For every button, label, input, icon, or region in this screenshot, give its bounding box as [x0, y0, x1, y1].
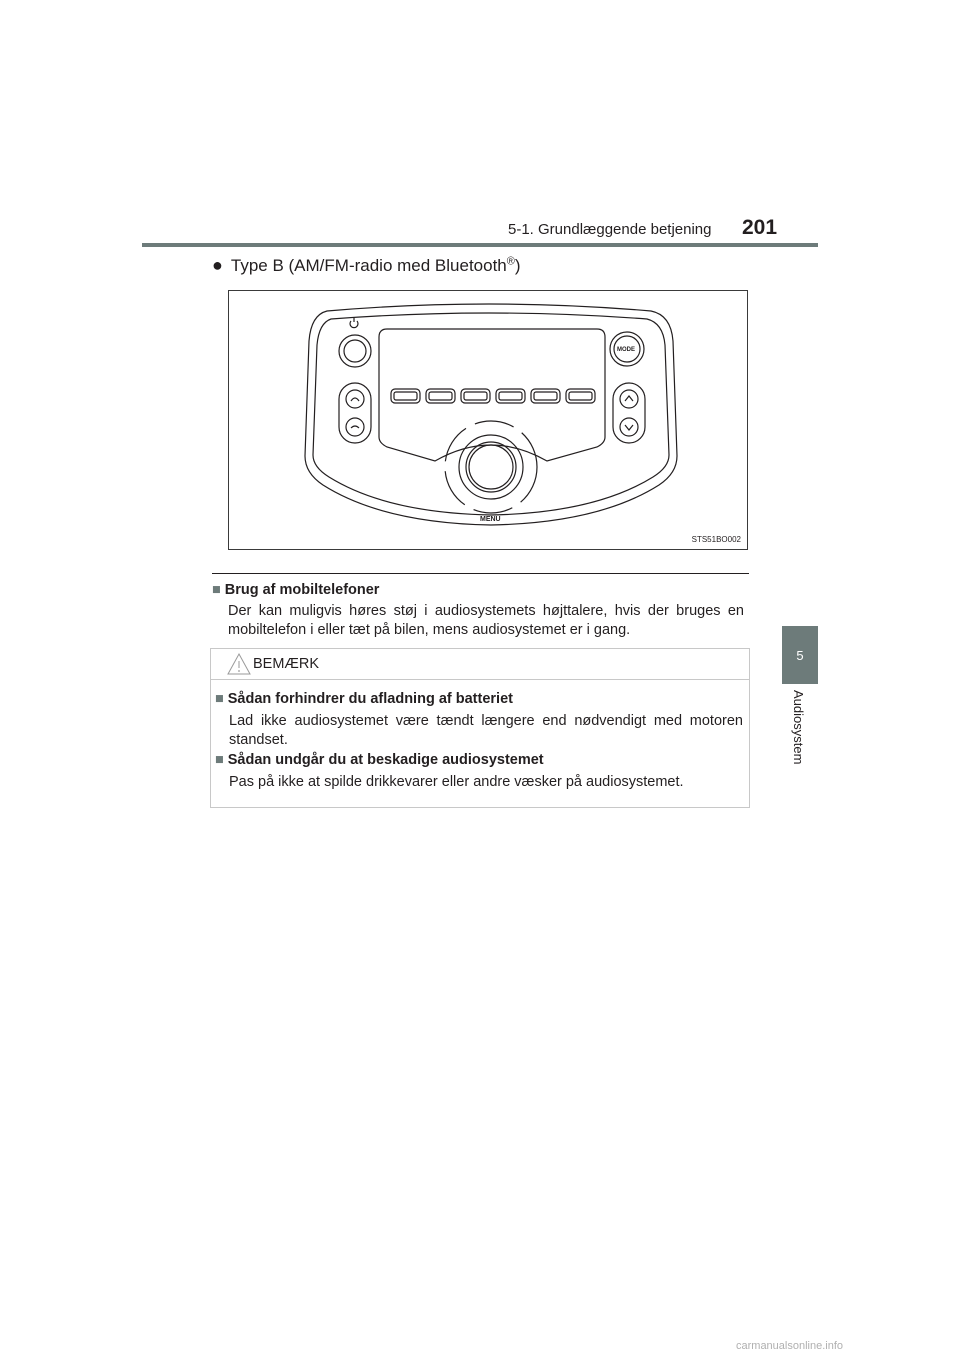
audio-unit-figure	[228, 290, 748, 550]
header-section: 5-1. Grundlæggende betjening	[508, 221, 712, 238]
paragraph-title-text: Brug af mobiltelefoner	[224, 582, 380, 598]
notice-item-1-line-1: Lad ikke audiosystemet være tændt længere end nødvendigt med motoren	[229, 713, 743, 729]
notice-item-1-body	[229, 712, 743, 750]
mode-label: MODE	[617, 347, 635, 353]
section-title-close: )	[514, 256, 521, 275]
notice-item-1-title-text: Sådan forhindrer du afladning af batteriet	[227, 691, 513, 707]
bullet-icon: ●	[212, 255, 223, 275]
section-title	[212, 255, 521, 276]
divider	[212, 573, 749, 574]
chapter-tab-label: Audiosystem	[791, 690, 806, 765]
paragraph-title	[212, 582, 379, 598]
notice-item-2-line-1: Pas på ikke at spilde drikkevarer eller andre væsker på audiosystemet.	[229, 774, 684, 790]
header-rule	[142, 243, 818, 247]
notice-label: BEMÆRK	[253, 656, 320, 672]
watermark: carmanualsonline.info	[736, 1340, 844, 1352]
audio-unit-illustration	[229, 291, 747, 549]
notice-header	[211, 649, 749, 680]
page-number: 201	[742, 216, 778, 239]
square-bullet-icon: ■	[212, 582, 221, 598]
section-title-text: Type B (AM/FM-radio med Bluetooth	[230, 256, 507, 275]
registered-mark: ®	[506, 255, 515, 268]
notice-box	[210, 648, 750, 808]
figure-code: STS51BO002	[691, 535, 741, 544]
square-bullet-icon: ■	[215, 752, 224, 768]
paragraph-line-1: Der kan muligvis høres støj i audiosystemets højttalere, hvis der bruges en	[228, 603, 744, 619]
paragraph-line-2: mobiltelefon i eller tæt på bilen, mens audiosystemet er i gang.	[228, 622, 631, 638]
warning-icon	[227, 652, 251, 676]
notice-item-2-body	[229, 773, 743, 792]
paragraph-body	[228, 602, 744, 640]
notice-item-1-title	[215, 691, 513, 707]
menu-label: MENU	[480, 516, 501, 523]
square-bullet-icon: ■	[215, 691, 224, 707]
notice-item-2-title	[215, 752, 544, 768]
notice-item-1-line-2: standset.	[229, 732, 288, 748]
notice-item-2-title-text: Sådan undgår du at beskadige audiosystemet	[227, 752, 544, 768]
chapter-tab-number: 5	[782, 626, 818, 684]
